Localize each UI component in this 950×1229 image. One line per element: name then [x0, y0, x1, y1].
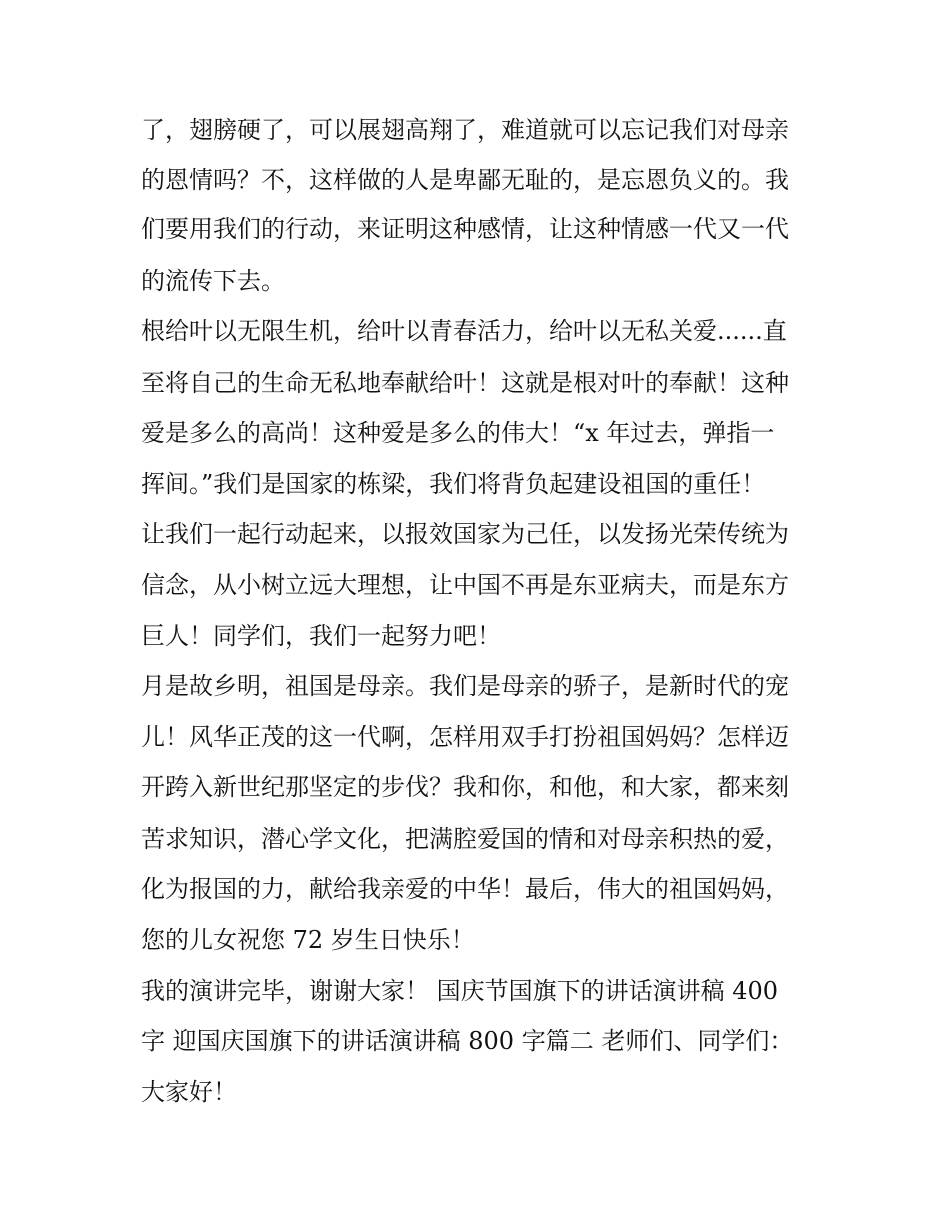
text-line: 月是故乡明，祖国是母亲。我们是母亲的骄子，是新时代的宠	[141, 672, 789, 700]
text-line: 信念，从小树立远大理想，让中国不再是东亚病夫，而是东方	[141, 571, 789, 599]
text-line: 巨人！同学们，我们一起努力吧！	[141, 622, 501, 650]
text-line: 挥间。”我们是国家的栋梁，我们将背负起建设祖国的重任！	[141, 470, 766, 498]
text-line: 的恩情吗？不，这样做的人是卑鄙无耻的，是忘恩负义的。我	[141, 166, 789, 194]
text-line: 让我们一起行动起来，以报效国家为己任，以发扬光荣传统为	[141, 520, 789, 548]
text-line: 苦求知识，潜心学文化，把满腔爱国的情和对母亲积热的爱，	[141, 825, 789, 853]
text-line: 的流传下去。	[141, 267, 285, 295]
text-line: 爱是多么的高尚！这种爱是多么的伟大！“x 年过去，弹指一	[141, 419, 775, 447]
text-line: 我的演讲完毕，谢谢大家！ 国庆节国旗下的讲话演讲稿 400	[141, 977, 779, 1005]
text-line: 您的儿女祝您 72 岁生日快乐！	[141, 926, 475, 954]
text-line: 了，翅膀硬了，可以展翅高翔了，难道就可以忘记我们对母亲	[141, 116, 789, 144]
text-line: 大家好！	[141, 1078, 237, 1106]
text-line: 们要用我们的行动，来证明这种感情，让这种情感一代又一代	[141, 215, 789, 243]
text-line: 开跨入新世纪那坚定的步伐？我和你，和他，和大家，都来刻	[141, 773, 789, 801]
text-line: 化为报国的力，献给我亲爱的中华！最后，伟大的祖国妈妈，	[141, 875, 789, 903]
text-line: 字 迎国庆国旗下的讲话演讲稿 800 字篇二 老师们、同学们：	[141, 1027, 794, 1055]
text-line: 儿！风华正茂的这一代啊，怎样用双手打扮祖国妈妈？怎样迈	[141, 723, 789, 751]
text-line: 根给叶以无限生机，给叶以青春活力，给叶以无私关爱......直	[141, 317, 787, 345]
text-line: 至将自己的生命无私地奉献给叶！这就是根对叶的奉献！这种	[141, 369, 789, 397]
